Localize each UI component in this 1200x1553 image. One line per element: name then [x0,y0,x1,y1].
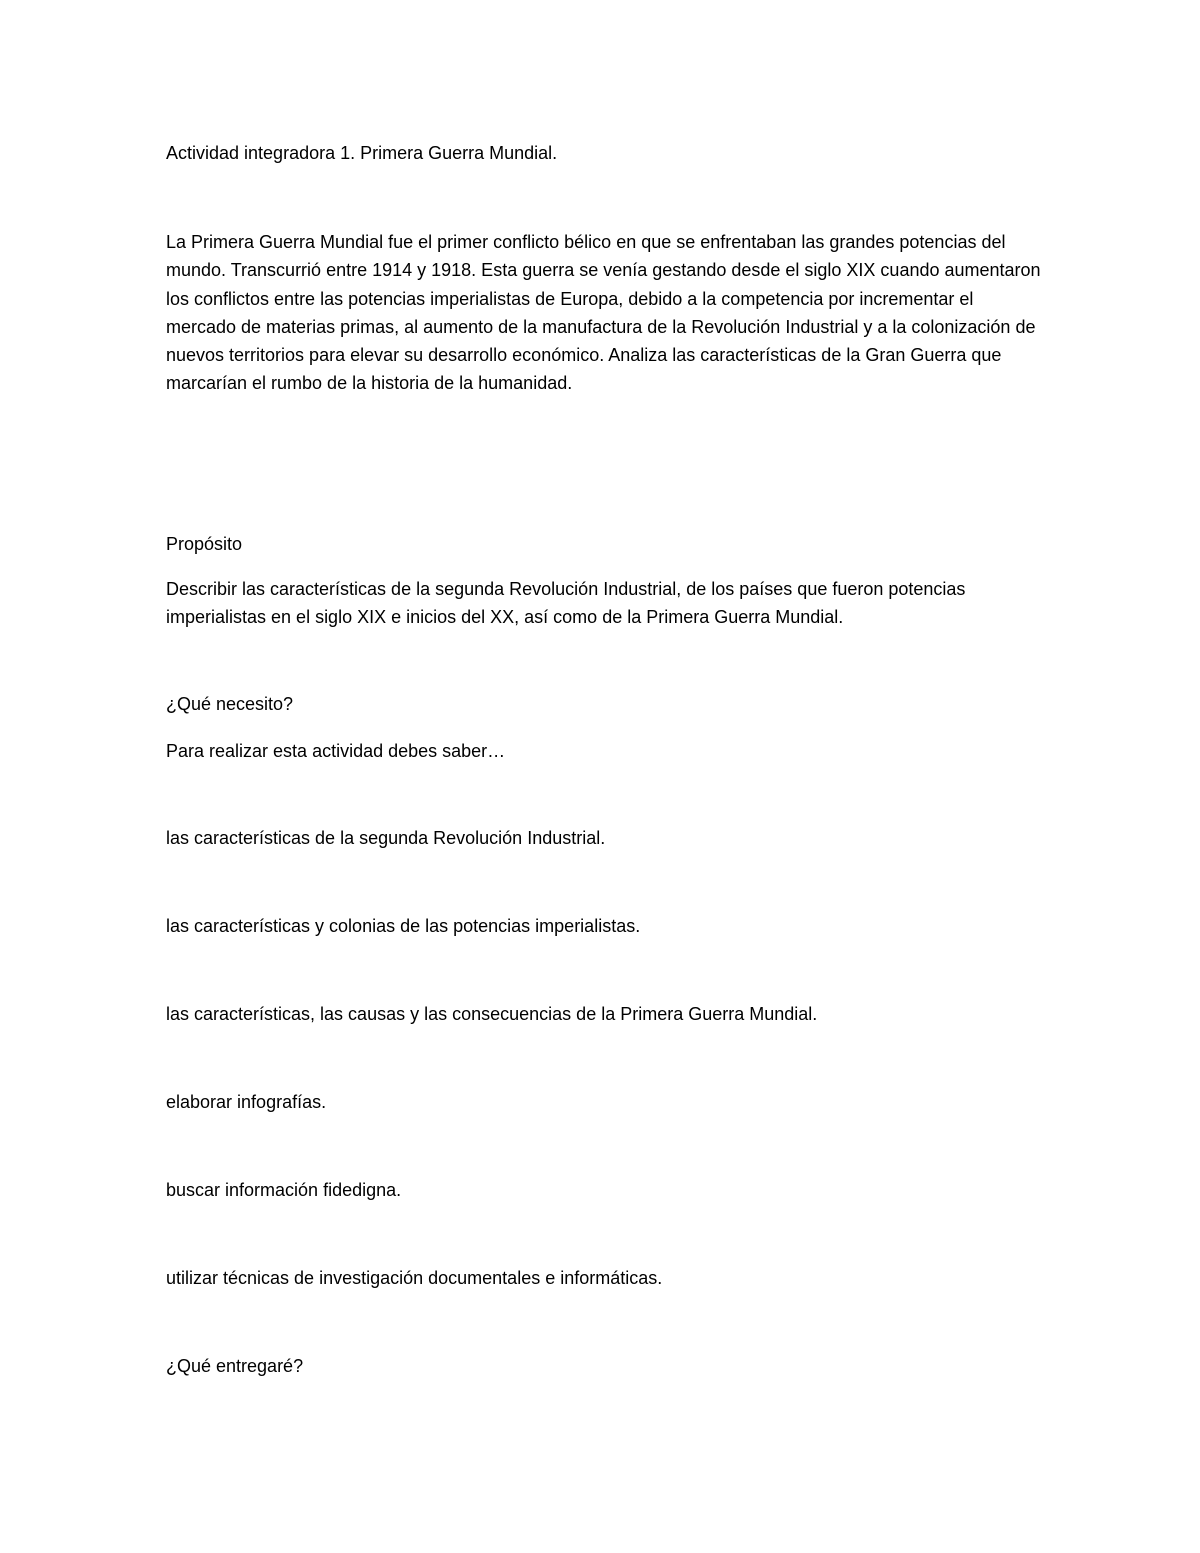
deliverable-heading: ¿Qué entregaré? [166,1356,304,1376]
intro-paragraph: La Primera Guerra Mundial fue el primer conflicto bélico en que se enfrentaban las grandes potencias del mundo. Transcurrió entre 1914 y 1918. Esta guerra se venía gestando desde el siglo XIX cuando aumentaron los conflictos entre las potencias imperialistas de Europa, debido a la competencia por incrementar el mercado de materias primas, al aumento de la manufactura de la Revolución Industrial y a la colonización de nuevos territorios para elevar su desarrollo económico. Analiza las características de la Gran Guerra que marcarían el rumbo de la historia de la humanidad. [166,232,1041,394]
list-item: las características de la segunda Revolución Industrial. [166,828,606,848]
list-item: las características y colonias de las potencias imperialistas. [166,916,641,936]
list-item: buscar información fidedigna. [166,1180,402,1200]
list-item: las características, las causas y las consecuencias de la Primera Guerra Mundial. [166,1004,818,1024]
needs-intro: Para realizar esta actividad debes saber… [166,741,506,761]
list-item: elaborar infografías. [166,1092,327,1112]
document-title: Actividad integradora 1. Primera Guerra Mundial. [166,143,558,163]
purpose-heading: Propósito [166,534,243,554]
purpose-text: Describir las características de la segunda Revolución Industrial, de los países que fueron potencias imperialistas en el siglo XIX e inicios del XX, así como de la Primera Guerra Mundial. [166,579,966,628]
list-item: utilizar técnicas de investigación documentales e informáticas. [166,1268,663,1288]
needs-heading: ¿Qué necesito? [166,694,294,714]
